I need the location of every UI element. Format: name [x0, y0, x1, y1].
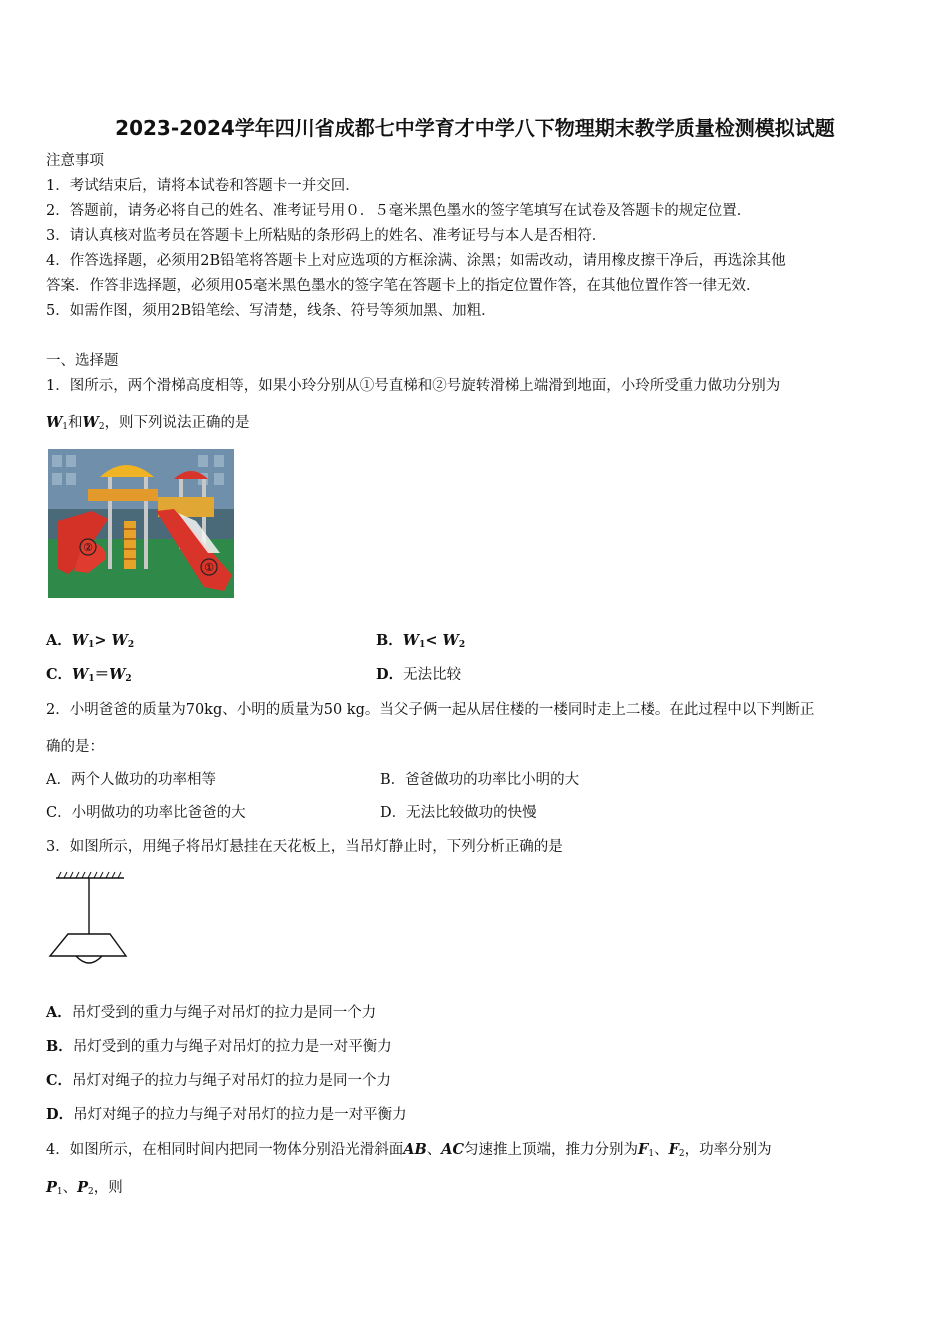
q3-option-a[interactable]: A．吊灯受到的重力与绳子对吊灯的拉力是同一个力 — [46, 1004, 377, 1021]
question-1-stem-line2: $W_1$和$W_2$，则下列说法正确的是 — [46, 414, 250, 432]
notice-item: 3．请认真核对监考员在答题卡上所粘贴的条形码上的姓名、准考证号与本人是否相符． — [46, 228, 607, 244]
question-1-stem: 1．图所示，两个滑梯高度相等，如果小玲分别从①号直梯和②号旋转滑梯上端滑到地面，小玲所受重力做功分别为 — [46, 378, 781, 394]
q3-option-b[interactable]: B．吊灯受到的重力与绳子对吊灯的拉力是一对平衡力 — [46, 1038, 392, 1055]
hanging-lamp-diagram — [48, 870, 128, 968]
notice-item: 2．答题前，请务必将自己的姓名、准考证号用０．５毫米黑色墨水的签字笔填写在试卷及答题卡的规定位置． — [46, 203, 752, 219]
notice-item: 答案．作答非选择题，必须用05毫米黑色墨水的签字笔在答题卡上的指定位置作答，在其他位置作答一律无效． — [46, 278, 761, 294]
q2-option-d[interactable]: D．无法比较做功的快慢 — [380, 805, 537, 821]
playground-slides-image — [48, 449, 234, 598]
page-title: 2023-2024学年四川省成都七中学育才中学八下物理期末教学质量检测模拟试题 — [115, 116, 835, 140]
q1-option-a[interactable]: A．$W_1> W_2$ — [46, 632, 135, 650]
question-2-stem: 2．小明爸爸的质量为70kg、小明的质量为50 kg。当父子俩一起从居住楼的一楼同时走上二楼。在此过程中以下判断正 — [46, 702, 815, 718]
section-heading: 一、选择题 — [46, 353, 119, 369]
q1-option-b[interactable]: B．$W_1< W_2$ — [376, 632, 466, 650]
question-4-stem: 4．如图所示，在相同时间内把同一物体分别沿光滑斜面AB、AC匀速推上顶端，推力分别为$F_1$、$F_2$，功率分别为 — [46, 1141, 772, 1159]
q3-option-c[interactable]: C．吊灯对绳子的拉力与绳子对吊灯的拉力是同一个力 — [46, 1072, 392, 1089]
q3-option-d[interactable]: D．吊灯对绳子的拉力与绳子对吊灯的拉力是一对平衡力 — [46, 1106, 407, 1123]
notice-item: 5．如需作图，须用2B铅笔绘、写清楚，线条、符号等须加黑、加粗． — [46, 303, 496, 319]
question-2-stem-line2: 确的是： — [46, 739, 104, 755]
q2-option-b[interactable]: B．爸爸做功的功率比小明的大 — [380, 772, 580, 788]
slide-1-label: ① — [204, 561, 214, 574]
notice-item: 4．作答选择题，必须用2B铅笔将答题卡上对应选项的方框涂满、涂黑；如需改动，请用橡皮擦干净后，再选涂其他 — [46, 253, 786, 269]
question-4-stem-line2: $P_1$、$P_2$，则 — [46, 1179, 123, 1197]
notice-heading: 注意事项 — [46, 153, 104, 169]
question-3-stem: 3．如图所示，用绳子将吊灯悬挂在天花板上，当吊灯静止时，下列分析正确的是 — [46, 839, 563, 855]
q1-option-d[interactable]: D．无法比较 — [376, 666, 462, 683]
q1-option-c[interactable]: C．$W_1=W_2$ — [46, 666, 132, 684]
q2-option-c[interactable]: C．小明做功的功率比爸爸的大 — [46, 805, 246, 821]
notice-item: 1．考试结束后，请将本试卷和答题卡一并交回． — [46, 178, 360, 194]
slide-2-label: ② — [83, 541, 93, 554]
q2-option-a[interactable]: A．两个人做功的功率相等 — [46, 772, 216, 788]
